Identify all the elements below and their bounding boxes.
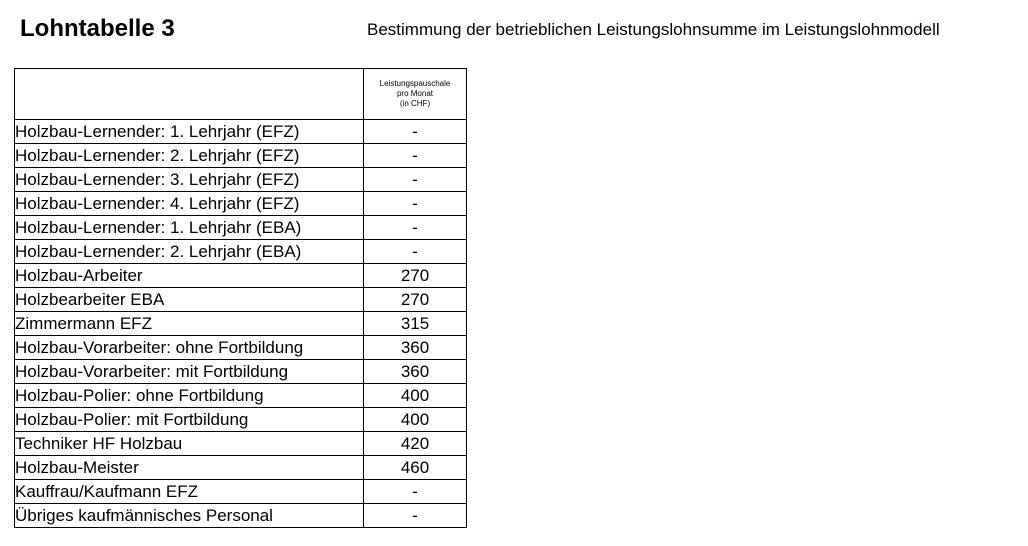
row-category-cell: Holzbau-Lernender: 4. Lehrjahr (EFZ)	[15, 192, 364, 216]
row-category-cell: Holzbau-Lernender: 1. Lehrjahr (EBA)	[15, 216, 364, 240]
row-value-cell: 270	[364, 264, 467, 288]
row-category-cell: Holzbearbeiter EBA	[15, 288, 364, 312]
row-category-cell: Holzbau-Lernender: 2. Lehrjahr (EFZ)	[15, 144, 364, 168]
table-row	[15, 144, 467, 168]
table-body	[15, 120, 467, 528]
row-value-cell: -	[364, 480, 467, 504]
table-header-row	[15, 69, 467, 120]
table-row	[15, 456, 467, 480]
table-row	[15, 312, 467, 336]
row-value-cell: -	[364, 504, 467, 528]
table-row	[15, 504, 467, 528]
table-row	[15, 192, 467, 216]
header-category-cell	[15, 69, 364, 120]
row-category-cell: Holzbau-Lernender: 2. Lehrjahr (EBA)	[15, 240, 364, 264]
row-value-cell: -	[364, 144, 467, 168]
table-row	[15, 384, 467, 408]
row-value-cell: 315	[364, 312, 467, 336]
header-performance-allowance-cell	[364, 69, 467, 120]
row-category-cell: Holzbau-Vorarbeiter: mit Fortbildung	[15, 360, 364, 384]
row-value-cell: 400	[364, 408, 467, 432]
table-row	[15, 168, 467, 192]
table-row	[15, 360, 467, 384]
row-category-cell: Holzbau-Polier: ohne Fortbildung	[15, 384, 364, 408]
table-row	[15, 288, 467, 312]
row-value-cell: -	[364, 192, 467, 216]
row-category-cell: Übriges kaufmännisches Personal	[15, 504, 364, 528]
row-value-cell: -	[364, 168, 467, 192]
table-row	[15, 264, 467, 288]
row-category-cell: Holzbau-Arbeiter	[15, 264, 364, 288]
table-row	[15, 432, 467, 456]
table-row	[15, 480, 467, 504]
page-subtitle: Bestimmung der betrieblichen Leistungslohnsumme im Leistungslohnmodell	[367, 20, 940, 39]
row-category-cell: Holzbau-Lernender: 3. Lehrjahr (EFZ)	[15, 168, 364, 192]
row-category-cell: Holzbau-Lernender: 1. Lehrjahr (EFZ)	[15, 120, 364, 144]
row-category-cell: Kauffrau/Kaufmann EFZ	[15, 480, 364, 504]
row-value-cell: 420	[364, 432, 467, 456]
table-row	[15, 120, 467, 144]
row-category-cell: Holzbau-Meister	[15, 456, 364, 480]
row-category-cell: Holzbau-Polier: mit Fortbildung	[15, 408, 364, 432]
table-row	[15, 408, 467, 432]
row-value-cell: -	[364, 216, 467, 240]
row-category-cell: Techniker HF Holzbau	[15, 432, 364, 456]
wage-table	[14, 68, 467, 528]
row-category-cell: Holzbau-Vorarbeiter: ohne Fortbildung	[15, 336, 364, 360]
row-value-cell: 360	[364, 336, 467, 360]
table-row	[15, 240, 467, 264]
header-line: (in CHF)	[399, 99, 431, 108]
row-value-cell: -	[364, 240, 467, 264]
table-row	[15, 216, 467, 240]
row-value-cell: 360	[364, 360, 467, 384]
row-value-cell: 460	[364, 456, 467, 480]
header-line: pro Monat	[396, 89, 434, 98]
row-value-cell: 270	[364, 288, 467, 312]
row-value-cell: -	[364, 120, 467, 144]
row-value-cell: 400	[364, 384, 467, 408]
table-row	[15, 336, 467, 360]
row-category-cell: Zimmermann EFZ	[15, 312, 364, 336]
header-line: Leistungspauschale	[379, 79, 451, 88]
page-title: Lohntabelle 3	[20, 15, 175, 42]
